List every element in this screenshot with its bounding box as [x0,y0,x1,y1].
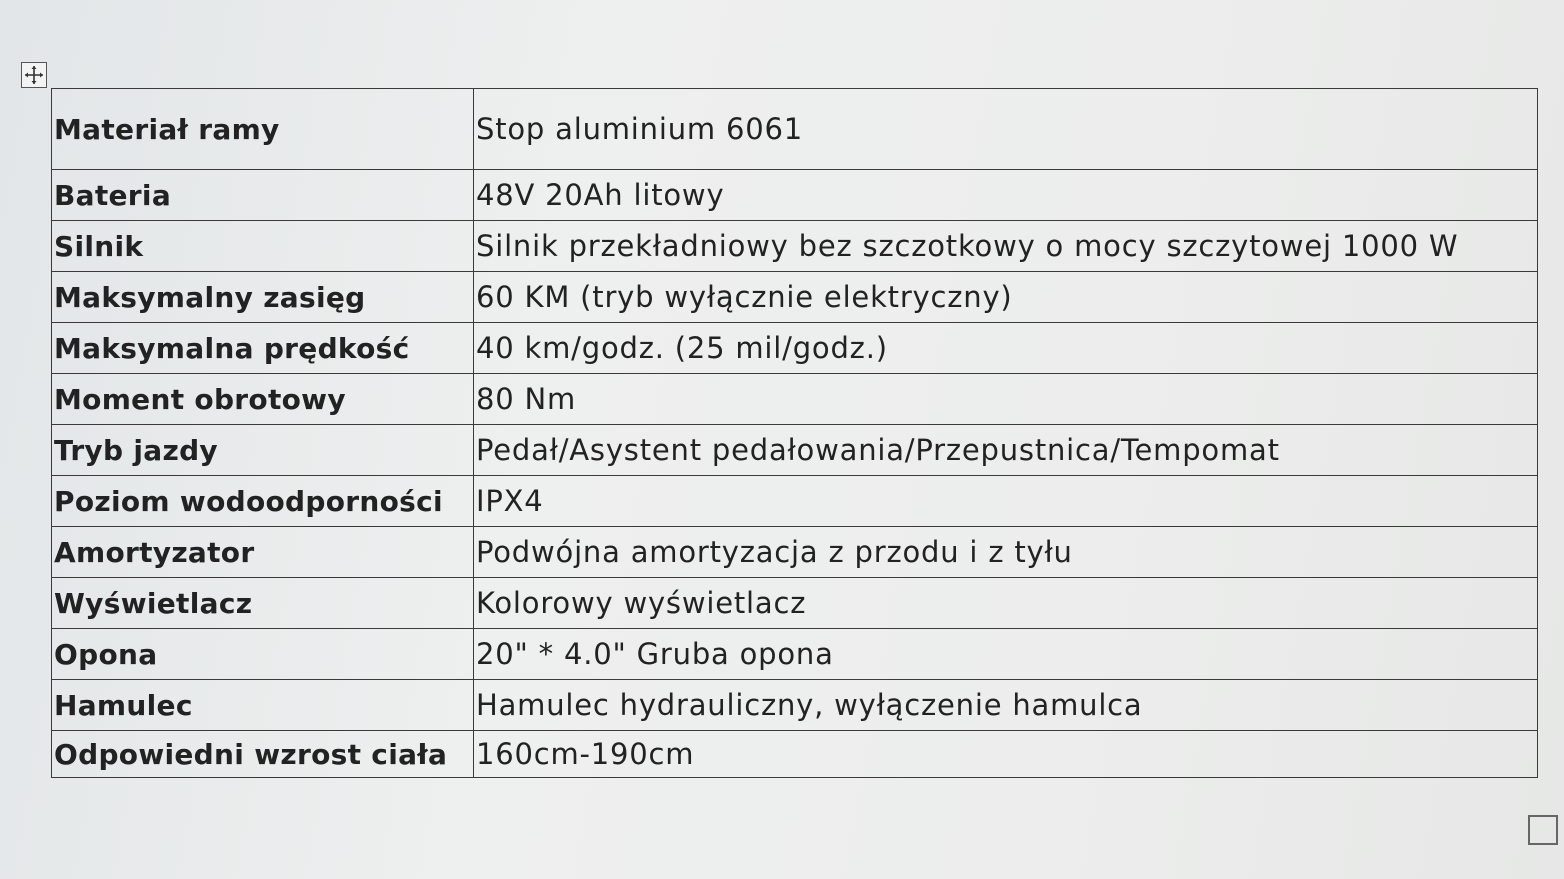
spec-label-cell[interactable]: Silnik [52,221,474,272]
spec-value-cell[interactable]: 20" * 4.0" Gruba opona [474,629,1538,680]
table-resize-handle-icon[interactable] [1528,815,1558,845]
spec-label-cell[interactable]: Odpowiedni wzrost ciała [52,731,474,778]
specification-table [51,88,1538,778]
spec-label-cell[interactable]: Maksymalny zasięg [52,272,474,323]
spec-value-cell[interactable]: 40 km/godz. (25 mil/godz.) [474,323,1538,374]
move-arrows-icon [24,65,44,85]
spec-label-cell[interactable]: Tryb jazdy [52,425,474,476]
spec-label-cell[interactable]: Poziom wodoodporności [52,476,474,527]
table-row [52,476,1538,527]
spec-label-cell[interactable]: Opona [52,629,474,680]
table-row [52,629,1538,680]
spec-value-cell[interactable]: Stop aluminium 6061 [474,89,1538,170]
spec-label-cell[interactable]: Materiał ramy [52,89,474,170]
table-row [52,578,1538,629]
spec-value-cell[interactable]: 48V 20Ah litowy [474,170,1538,221]
table-row [52,89,1538,170]
table-row [52,221,1538,272]
spec-value-cell[interactable]: 160cm-190cm [474,731,1538,778]
table-move-handle-icon[interactable] [21,62,47,88]
spec-value-cell[interactable]: 80 Nm [474,374,1538,425]
spec-label-cell[interactable]: Amortyzator [52,527,474,578]
spec-value-cell[interactable]: Hamulec hydrauliczny, wyłączenie hamulca [474,680,1538,731]
spec-label-cell[interactable]: Hamulec [52,680,474,731]
table-row [52,425,1538,476]
table-row [52,272,1538,323]
spec-label-cell[interactable]: Bateria [52,170,474,221]
table-row [52,323,1538,374]
spec-value-cell[interactable]: Podwójna amortyzacja z przodu i z tyłu [474,527,1538,578]
table-row [52,731,1538,778]
spec-label-cell[interactable]: Moment obrotowy [52,374,474,425]
table-row [52,527,1538,578]
spec-value-cell[interactable]: IPX4 [474,476,1538,527]
specification-table-body [52,89,1538,778]
spec-value-cell[interactable]: Pedał/Asystent pedałowania/Przepustnica/Tempomat [474,425,1538,476]
table-row [52,680,1538,731]
spec-label-cell[interactable]: Maksymalna prędkość [52,323,474,374]
table-row [52,374,1538,425]
spec-label-cell[interactable]: Wyświetlacz [52,578,474,629]
spec-value-cell[interactable]: Silnik przekładniowy bez szczotkowy o mocy szczytowej 1000 W [474,221,1538,272]
spec-value-cell[interactable]: Kolorowy wyświetlacz [474,578,1538,629]
spec-value-cell[interactable]: 60 KM (tryb wyłącznie elektryczny) [474,272,1538,323]
table-row [52,170,1538,221]
